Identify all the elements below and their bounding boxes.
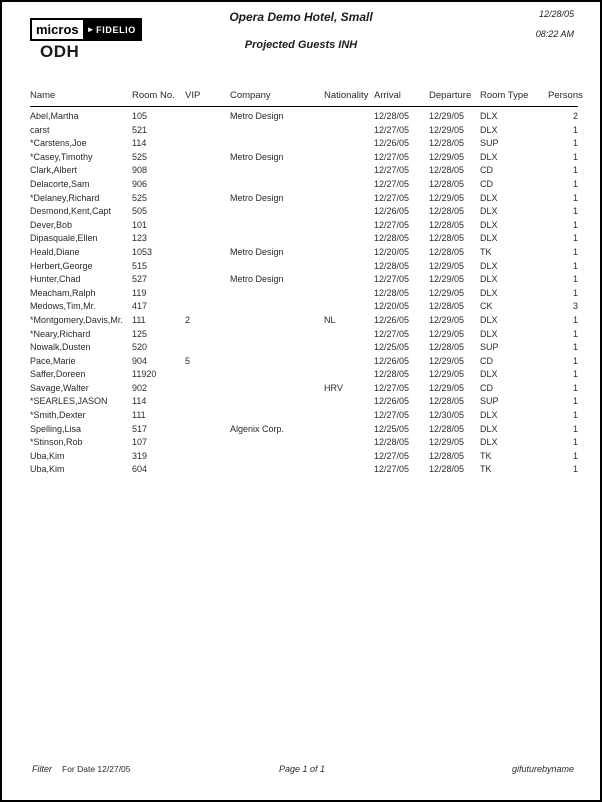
nationality-code xyxy=(324,368,374,382)
departure-date: 12/28/05 xyxy=(429,301,465,312)
guest-name: Herbert,George xyxy=(30,260,93,271)
persons-count: 1 xyxy=(572,260,578,271)
room-type-code: CD xyxy=(480,165,493,176)
company-name xyxy=(230,137,324,151)
arrival-date: 12/28/05 xyxy=(374,260,410,271)
table-row xyxy=(30,178,578,192)
company-name xyxy=(230,436,324,450)
guest-name: Savage,Walter xyxy=(30,382,89,393)
vip-code xyxy=(185,423,230,437)
guest-table-body xyxy=(30,107,578,478)
room-number: 604 xyxy=(132,464,148,475)
vip-code xyxy=(185,219,230,233)
guest-name: *SEARLES,JASON xyxy=(30,396,108,407)
guest-name: *Carstens,Joe xyxy=(30,138,87,149)
room-number: 114 xyxy=(132,138,147,149)
table-row xyxy=(30,124,578,138)
room-number: 527 xyxy=(132,274,148,285)
room-type-code: CD xyxy=(480,382,493,393)
room-number: 515 xyxy=(132,260,148,271)
nationality-code xyxy=(324,151,374,165)
room-number: 319 xyxy=(132,450,148,461)
company-name xyxy=(230,124,324,138)
vip-code xyxy=(185,164,230,178)
persons-count: 1 xyxy=(572,410,578,421)
room-type-code: DLX xyxy=(480,314,498,325)
persons-count: 1 xyxy=(572,328,578,339)
table-header-row xyxy=(30,90,578,107)
departure-date: 12/29/05 xyxy=(429,192,465,203)
room-type-code: DLX xyxy=(480,151,498,162)
table-row xyxy=(30,463,578,477)
guest-name: Medows,Tim,Mr. xyxy=(30,301,96,312)
persons-count: 2 xyxy=(572,111,578,121)
persons-count: 1 xyxy=(572,165,578,176)
nationality-code xyxy=(324,164,374,178)
table-row xyxy=(30,368,578,382)
departure-date: 12/29/05 xyxy=(429,151,465,162)
company-name: Algenix Corp. xyxy=(230,423,285,434)
room-number: 125 xyxy=(132,328,148,339)
room-type-code: DLX xyxy=(480,260,498,271)
departure-date: 12/28/05 xyxy=(429,233,465,244)
nationality-code xyxy=(324,328,374,342)
room-number: 505 xyxy=(132,206,148,217)
company-name xyxy=(230,409,324,423)
arrival-date: 12/28/05 xyxy=(374,287,410,298)
arrival-date: 12/27/05 xyxy=(374,178,410,189)
nationality-code xyxy=(324,124,374,138)
nationality-code xyxy=(324,205,374,219)
departure-date: 12/29/05 xyxy=(429,124,465,135)
arrival-date: 12/27/05 xyxy=(374,382,410,393)
departure-date: 12/29/05 xyxy=(429,355,465,366)
company-name xyxy=(230,463,324,477)
nationality-code xyxy=(324,423,374,437)
room-type-code: DLX xyxy=(480,369,498,380)
arrival-date: 12/25/05 xyxy=(374,423,410,434)
nationality-code xyxy=(324,107,374,124)
persons-count: 1 xyxy=(572,287,578,298)
table-row xyxy=(30,232,578,246)
departure-date: 12/30/05 xyxy=(429,410,465,421)
table-row xyxy=(30,137,578,151)
nationality-code xyxy=(324,273,374,287)
departure-date: 12/29/05 xyxy=(429,369,465,380)
company-name xyxy=(230,382,324,396)
guest-name: Dever,Bob xyxy=(30,219,73,230)
persons-count: 1 xyxy=(572,246,578,257)
guest-name: *Stinson,Rob xyxy=(30,437,83,448)
company-name xyxy=(230,232,324,246)
arrival-date: 12/28/05 xyxy=(374,437,410,448)
table-row xyxy=(30,164,578,178)
table-row xyxy=(30,382,578,396)
departure-date: 12/28/05 xyxy=(429,206,465,217)
persons-count: 1 xyxy=(572,206,578,217)
property-code: ODH xyxy=(40,42,80,61)
table-row xyxy=(30,205,578,219)
persons-count: 1 xyxy=(572,437,578,448)
nationality-code xyxy=(324,300,374,314)
report-subtitle: Projected Guests INH xyxy=(244,39,358,51)
room-number: 101 xyxy=(132,219,148,230)
vip-code xyxy=(185,205,230,219)
vip-code xyxy=(185,450,230,464)
guest-name: Clark,Albert xyxy=(30,165,78,176)
room-type-code: TK xyxy=(480,464,492,475)
departure-date: 12/28/05 xyxy=(429,246,465,257)
table-row xyxy=(30,423,578,437)
arrival-date: 12/27/05 xyxy=(374,464,410,475)
company-name xyxy=(230,287,324,301)
room-type-code: DLX xyxy=(480,124,498,135)
fidelio-logo-text: FIDELIO xyxy=(96,24,136,35)
room-type-code: DLX xyxy=(480,233,498,244)
nationality-code: NL xyxy=(324,314,336,325)
vip-code xyxy=(185,107,230,124)
arrival-date: 12/27/05 xyxy=(374,151,410,162)
room-number: 417 xyxy=(132,301,148,312)
guest-name: Uba,Kim xyxy=(30,450,65,461)
nationality-code xyxy=(324,178,374,192)
persons-count: 1 xyxy=(572,138,578,149)
vip-code xyxy=(185,341,230,355)
nationality-code xyxy=(324,409,374,423)
departure-date: 12/28/05 xyxy=(429,219,465,230)
arrival-date: 12/25/05 xyxy=(374,342,410,353)
departure-date: 12/29/05 xyxy=(429,111,465,121)
table-row xyxy=(30,328,578,342)
vip-code xyxy=(185,273,230,287)
room-type-code: DLX xyxy=(480,219,498,230)
vip-code xyxy=(185,300,230,314)
guest-name: *Casey,Timothy xyxy=(30,151,93,162)
room-type-code: SUP xyxy=(480,138,499,149)
vip-code xyxy=(185,463,230,477)
vip-code xyxy=(185,246,230,260)
arrival-date: 12/27/05 xyxy=(374,192,410,203)
persons-count: 1 xyxy=(572,450,578,461)
nationality-code xyxy=(324,287,374,301)
room-type-code: DLX xyxy=(480,111,498,121)
room-number: 517 xyxy=(132,423,148,434)
table-row xyxy=(30,260,578,274)
table-row xyxy=(30,107,578,124)
company-name xyxy=(230,355,324,369)
vip-code xyxy=(185,328,230,342)
vip-code xyxy=(185,124,230,138)
persons-count: 1 xyxy=(572,151,578,162)
table-row xyxy=(30,450,578,464)
guest-table xyxy=(30,90,583,477)
guest-name: *Delaney,Richard xyxy=(30,192,100,203)
nationality-code xyxy=(324,260,374,274)
departure-date: 12/29/05 xyxy=(429,437,465,448)
vip-code xyxy=(185,409,230,423)
guest-name: Uba,Kim xyxy=(30,464,65,475)
company-name: Metro Design xyxy=(230,111,284,121)
page-indicator: Page 1 of 1 xyxy=(278,764,326,774)
vip-code xyxy=(185,287,230,301)
arrival-date: 12/27/05 xyxy=(374,124,410,135)
guest-name: *Neary,Richard xyxy=(30,328,91,339)
departure-date: 12/28/05 xyxy=(429,138,465,149)
company-name xyxy=(230,219,324,233)
nationality-code xyxy=(324,463,374,477)
guest-name: Heald,Diane xyxy=(30,246,80,257)
col-header-vip: VIP xyxy=(185,90,230,107)
departure-date: 12/29/05 xyxy=(429,274,465,285)
col-header-company: Company xyxy=(230,90,324,107)
departure-date: 12/29/05 xyxy=(429,287,465,298)
departure-date: 12/28/05 xyxy=(429,396,465,407)
guest-name: Dipasquale,Ellen xyxy=(30,233,98,244)
report-id: gifuturebyname xyxy=(511,764,574,774)
persons-count: 1 xyxy=(572,124,578,135)
persons-count: 1 xyxy=(572,314,578,325)
room-type-code: DLX xyxy=(480,410,498,421)
table-row xyxy=(30,219,578,233)
persons-count: 1 xyxy=(572,396,578,407)
room-number: 114 xyxy=(132,396,147,407)
room-type-code: DLX xyxy=(480,328,498,339)
room-number: 119 xyxy=(132,287,147,298)
arrival-date: 12/28/05 xyxy=(374,111,410,121)
guest-name: carst xyxy=(30,124,50,135)
guest-name: Saffer,Doreen xyxy=(30,369,86,380)
company-name: Metro Design xyxy=(230,151,284,162)
arrival-date: 12/27/05 xyxy=(374,410,410,421)
room-type-code: SUP xyxy=(480,342,499,353)
company-name: Metro Design xyxy=(230,246,284,257)
persons-count: 1 xyxy=(572,233,578,244)
company-name: Metro Design xyxy=(230,192,284,203)
table-row xyxy=(30,151,578,165)
col-header-arrival: Arrival xyxy=(374,90,429,107)
company-name xyxy=(230,395,324,409)
vip-code: 2 xyxy=(185,314,191,325)
company-name xyxy=(230,164,324,178)
room-type-code: CK xyxy=(480,301,493,312)
arrival-date: 12/20/05 xyxy=(374,301,410,312)
guest-name: *Montgomery,Davis,Mr. xyxy=(30,314,123,325)
table-row xyxy=(30,300,578,314)
nationality-code xyxy=(324,341,374,355)
arrival-date: 12/27/05 xyxy=(374,450,410,461)
room-number: 525 xyxy=(132,151,148,162)
arrival-date: 12/26/05 xyxy=(374,314,410,325)
col-header-departure: Departure xyxy=(429,90,480,107)
persons-count: 1 xyxy=(572,178,578,189)
room-type-code: DLX xyxy=(480,423,498,434)
departure-date: 12/29/05 xyxy=(429,328,465,339)
nationality-code xyxy=(324,355,374,369)
report-date: 12/28/05 xyxy=(538,9,574,19)
room-number: 902 xyxy=(132,382,148,393)
nationality-code xyxy=(324,137,374,151)
room-number: 111 xyxy=(132,410,146,421)
departure-date: 12/29/05 xyxy=(429,314,465,325)
room-number: 904 xyxy=(132,355,148,366)
company-name: Metro Design xyxy=(230,274,284,285)
table-row xyxy=(30,273,578,287)
guest-name: Hunter,Chad xyxy=(30,274,81,285)
guest-name: Nowalk,Dusten xyxy=(30,342,91,353)
persons-count: 1 xyxy=(572,342,578,353)
room-type-code: TK xyxy=(480,246,492,257)
nationality-code xyxy=(324,246,374,260)
persons-count: 1 xyxy=(572,369,578,380)
arrival-date: 12/26/05 xyxy=(374,396,410,407)
departure-date: 12/28/05 xyxy=(429,464,465,475)
room-number: 105 xyxy=(132,111,148,121)
room-type-code: DLX xyxy=(480,274,498,285)
guest-name: Spelling,Lisa xyxy=(30,423,82,434)
guest-name: Meacham,Ralph xyxy=(30,287,96,298)
departure-date: 12/29/05 xyxy=(429,260,465,271)
arrival-date: 12/26/05 xyxy=(374,138,410,149)
persons-count: 1 xyxy=(572,382,578,393)
micros-logo-text: micros xyxy=(30,18,85,41)
arrival-date: 12/27/05 xyxy=(374,274,410,285)
company-name xyxy=(230,450,324,464)
persons-count: 3 xyxy=(572,301,578,312)
table-row xyxy=(30,192,578,206)
guest-name: Pace,Marie xyxy=(30,355,76,366)
persons-count: 1 xyxy=(572,219,578,230)
arrival-date: 12/27/05 xyxy=(374,328,410,339)
departure-date: 12/28/05 xyxy=(429,450,465,461)
company-name xyxy=(230,260,324,274)
room-type-code: CD xyxy=(480,355,493,366)
report-footer xyxy=(30,764,574,778)
company-name xyxy=(230,178,324,192)
col-header-nationality: Nationality xyxy=(324,90,374,107)
departure-date: 12/29/05 xyxy=(429,382,465,393)
col-header-room-type: Room Type xyxy=(480,90,548,107)
vip-code xyxy=(185,151,230,165)
filter-value: For Date 12/27/05 xyxy=(62,764,131,774)
nationality-code xyxy=(324,192,374,206)
vip-code xyxy=(185,395,230,409)
arrival-date: 12/28/05 xyxy=(374,369,410,380)
vip-code xyxy=(185,232,230,246)
departure-date: 12/28/05 xyxy=(429,165,465,176)
guest-name: Desmond,Kent,Capt xyxy=(30,206,112,217)
arrival-date: 12/27/05 xyxy=(374,219,410,230)
nationality-code xyxy=(324,450,374,464)
table-row xyxy=(30,395,578,409)
filter-label: Filter xyxy=(32,764,52,774)
nationality-code xyxy=(324,395,374,409)
vip-code: 5 xyxy=(185,355,191,366)
room-type-code: DLX xyxy=(480,206,498,217)
vip-code xyxy=(185,178,230,192)
vip-code xyxy=(185,192,230,206)
room-type-code: SUP xyxy=(480,396,499,407)
room-number: 107 xyxy=(132,437,148,448)
persons-count: 1 xyxy=(572,423,578,434)
table-row xyxy=(30,409,578,423)
departure-date: 12/28/05 xyxy=(429,342,465,353)
company-name xyxy=(230,368,324,382)
guest-name: *Smith,Dexter xyxy=(30,410,86,421)
col-header-name: Name xyxy=(30,90,132,107)
col-header-persons: Persons xyxy=(548,90,578,107)
table-row xyxy=(30,287,578,301)
table-row xyxy=(30,246,578,260)
table-row xyxy=(30,341,578,355)
persons-count: 1 xyxy=(572,355,578,366)
arrival-date: 12/26/05 xyxy=(374,206,410,217)
room-number: 520 xyxy=(132,342,148,353)
persons-count: 1 xyxy=(572,274,578,285)
persons-count: 1 xyxy=(572,464,578,475)
guest-name: Delacorte,Sam xyxy=(30,178,90,189)
room-number: 521 xyxy=(132,124,148,135)
logo-arrow-icon: ► xyxy=(86,25,96,34)
room-number: 525 xyxy=(132,192,148,203)
room-type-code: TK xyxy=(480,450,492,461)
vip-code xyxy=(185,436,230,450)
report-time: 08:22 AM xyxy=(535,29,574,39)
guest-name: Abel,Martha xyxy=(30,111,79,121)
arrival-date: 12/26/05 xyxy=(374,355,410,366)
arrival-date: 12/27/05 xyxy=(374,165,410,176)
report-title: Opera Demo Hotel, Small xyxy=(229,10,373,24)
company-name xyxy=(230,205,324,219)
company-name xyxy=(230,341,324,355)
table-row xyxy=(30,314,578,328)
table-row xyxy=(30,355,578,369)
room-type-code: DLX xyxy=(480,437,498,448)
vip-code xyxy=(185,260,230,274)
departure-date: 12/28/05 xyxy=(429,423,465,434)
table-row xyxy=(30,436,578,450)
nationality-code xyxy=(324,436,374,450)
room-type-code: DLX xyxy=(480,287,498,298)
room-type-code: DLX xyxy=(480,192,498,203)
room-number: 908 xyxy=(132,165,148,176)
company-name xyxy=(230,300,324,314)
nationality-code xyxy=(324,219,374,233)
room-number: 1053 xyxy=(132,246,153,257)
nationality-code: HRV xyxy=(324,382,343,393)
col-header-room-no: Room No. xyxy=(132,90,185,107)
company-name xyxy=(230,314,324,328)
company-name xyxy=(230,328,324,342)
nationality-code xyxy=(324,232,374,246)
vip-code xyxy=(185,137,230,151)
room-type-code: CD xyxy=(480,178,493,189)
room-number: 123 xyxy=(132,233,148,244)
room-number: 906 xyxy=(132,178,148,189)
vip-code xyxy=(185,382,230,396)
vip-code xyxy=(185,368,230,382)
departure-date: 12/28/05 xyxy=(429,178,465,189)
persons-count: 1 xyxy=(572,192,578,203)
room-number: 111 xyxy=(132,314,146,325)
arrival-date: 12/28/05 xyxy=(374,233,410,244)
room-number: 11920 xyxy=(132,369,157,380)
arrival-date: 12/20/05 xyxy=(374,246,410,257)
